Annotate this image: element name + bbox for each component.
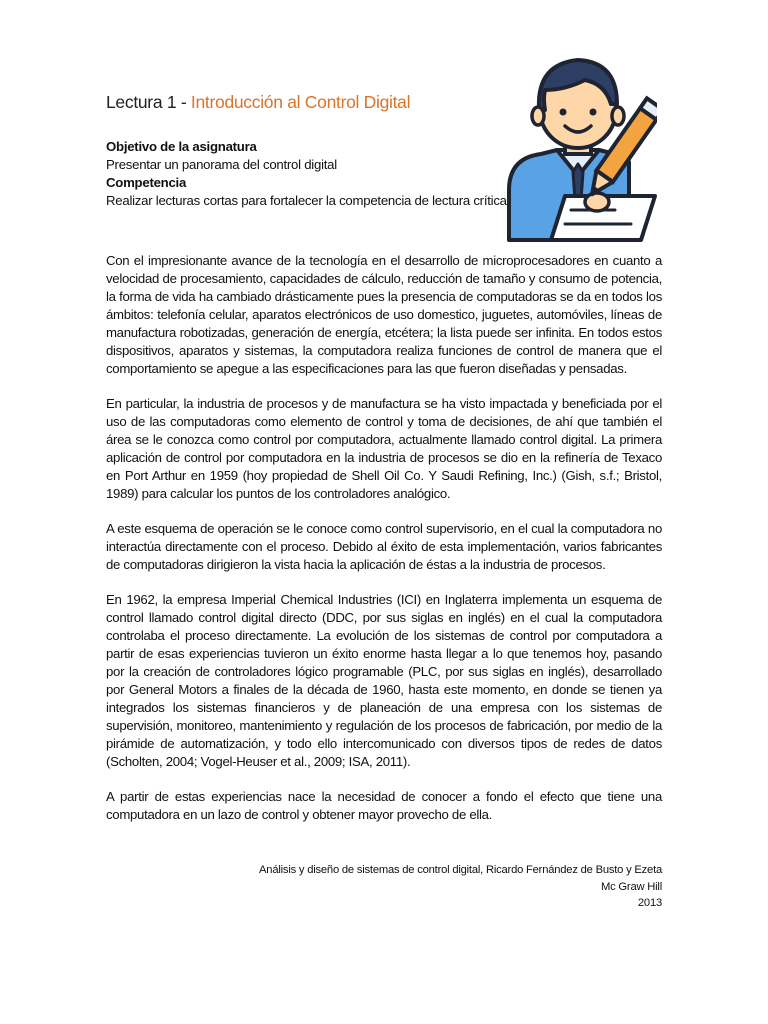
paragraph: En 1962, la empresa Imperial Chemical Industries (ICI) en Inglaterra implementa un esquema de control llamado control digital directo (DDC, por sus siglas en inglés) en el cual la computadora controlaba el proceso directamente. La evolución de los sistemas de control por computadora a partir de esas experiencias tuvieron un éxito enorme hasta llegar a lo que tenemos hoy, pasando por la creación de controladores lógico programable (PLC, por sus siglas en inglés), desarrollado por General Motors a finales de la década de 1960, hasta este momento, en donde se tienen ya integrados los sistemas financieros y de planeación de una empresa con los sistemas de supervisión, monitoreo, mantenimiento y regulación de los procesos de fabricación, por medio de la pirámide de automatización, y todo ello intercomunicado con diversos tipos de redes de datos (Scholten, 2004; Vogel-Heuser et al., 2009; ISA, 2011). xyxy=(106,592,662,769)
paragraph: En particular, la industria de procesos y de manufactura se ha visto impactada y beneficiada por el uso de las computadoras como elemento de control y toma de decisiones, de ahí que también el área se le conozca como control por computadora, actualmente llamado control digital. La primera aplicación de control por computadora en la industria de procesos se dio en la refinería de Texaco en Port Arthur en 1959 (hoy propiedad de Shell Oil Co. Y Saudi Refining, Inc.) (Gish, s.f.; Bristol, 1989) para calcular los puntos de los controladores analógico. xyxy=(106,396,662,501)
citation-year: 2013 xyxy=(637,897,662,909)
page-title xyxy=(106,92,410,113)
competence-label: Competencia xyxy=(106,175,187,190)
citation-publisher: Mc Graw Hill xyxy=(601,880,662,893)
objective-text: Presentar un panorama del control digital xyxy=(106,157,337,172)
lecture-title: Introducción al Control Digital xyxy=(190,92,411,112)
competence-text: Realizar lecturas cortas para fortalecer la competencia de lectura crítica xyxy=(106,193,507,208)
citation-source: Análisis y diseño de sistemas de control digital, Ricardo Fernández de Busto y Ezeta xyxy=(259,864,662,876)
course-objectives xyxy=(106,138,516,210)
objective-label: Objetivo de la asignatura xyxy=(106,139,257,154)
lecture-label: Lectura 1 - xyxy=(106,92,191,112)
lecture-body xyxy=(106,252,662,841)
paragraph: Con el impresionante avance de la tecnología en el desarrollo de microprocesadores en cuanto a velocidad de procesamiento, capacidades de cálculo, reducción de tamaño y consumo de potencia, la forma de vida ha cambiado drásticamente pues la presencia de computadoras se da en todos los ámbitos: telefonía celular, aparatos electrónicos de uso domestico, juguetes, automóviles, líneas de manufactura robotizadas, generación de energía, etcétera; la lista puede ser infinita. En todos estos dispositivos, aparatos y sistemas, la computadora realiza funciones de control de manera que el comportamiento se apegue a las especificaciones para las que fueron diseñadas y pensadas. xyxy=(106,253,662,376)
student-writing-icon xyxy=(505,50,657,246)
source-citation xyxy=(142,862,662,912)
paragraph: A partir de estas experiencias nace la necesidad de conocer a fondo el efecto que tiene una computadora en un lazo de control y obtener mayor provecho de ella. xyxy=(106,789,662,822)
paragraph: A este esquema de operación se le conoce como control supervisorio, en el cual la computadora no interactúa directamente con el proceso. Debido al éxito de esta implementación, varios fabricantes de computadoras dirigieron la vista hacia la aplicación de éstas a la industria de procesos. xyxy=(106,521,662,572)
